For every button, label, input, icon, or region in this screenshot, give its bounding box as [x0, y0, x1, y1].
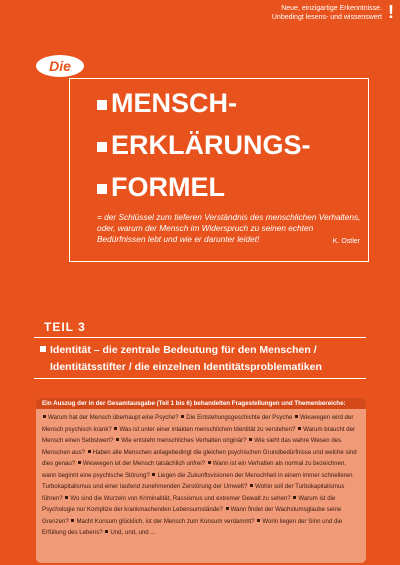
question-item: Weswegen ist der Mensch tatsächlich unfrei? [82, 460, 206, 467]
bullet-icon [293, 496, 296, 499]
question-item: Die Entstehungsgeschichte der Psyche [186, 414, 293, 421]
topic-line-2 [50, 360, 322, 374]
excerpt-heading: Ein Auszug der in der Gesamtausgabe (Teil 1 bis 6) behandelten Fragestellungen und Themenbereiche: [36, 398, 366, 409]
question-item: Wie sieht das wahre Wesen des Menschen aus? [42, 437, 342, 456]
question-item: Wie entsteht menschliches Verhalten originär? [121, 437, 247, 444]
bullet-icon [114, 427, 117, 430]
title-line-1 [97, 88, 237, 118]
bullet-icon [249, 438, 252, 441]
bullet-icon [257, 519, 260, 522]
exclamation-mark: ! [388, 2, 394, 22]
topic-text-2: Identitätsstifter / die einzelnen Identitätsproblematiken [50, 361, 322, 373]
bullet-icon [105, 530, 108, 533]
question-list [36, 409, 366, 542]
divider-bottom [34, 378, 366, 379]
bullet-icon [226, 507, 229, 510]
square-bullet-icon [97, 184, 107, 194]
die-badge: Die [36, 55, 84, 77]
bullet-icon [88, 450, 91, 453]
question-item: Warum hat der Mensch überhaupt eine Psyche? [48, 414, 179, 421]
bullet-icon [152, 473, 155, 476]
question-item: Wohin soll der Turbokapitalismus führen? [42, 483, 345, 502]
question-item: Und, und, und ... [110, 529, 156, 536]
title-text-3: FORMEL [111, 172, 225, 202]
bullet-icon [250, 484, 253, 487]
topic-line-1 [40, 343, 317, 357]
question-item: Warum braucht der Mensch einen Selbstwert? [42, 425, 356, 444]
bullet-icon [78, 461, 81, 464]
tagline-line-1: Neue, einzigartige Erkenntnisse. [281, 5, 382, 12]
title-text-1: MENSCH- [111, 88, 237, 118]
question-item: Wo sind die Wurzeln von Kriminalität, Rassismus und extremer Gewalt zu sehen? [70, 494, 291, 502]
question-item: Macht Konsum glücklich, ist der Mensch zum Konsum verdammt? [76, 517, 255, 525]
divider-top [34, 337, 366, 338]
topic-text-1: Identität – die zentrale Bedeutung für den Menschen / [50, 344, 317, 356]
question-item: Worin liegen der Sinn und die Erfüllung des Lebens? [42, 517, 343, 536]
square-bullet-icon [97, 100, 107, 110]
tagline [272, 4, 382, 22]
square-bullet-icon [40, 346, 46, 352]
question-item: Wann findet der Wachstumsglaube seine Grenzen? [42, 506, 342, 525]
excerpt-box [36, 398, 366, 563]
title-line-2 [97, 130, 311, 160]
question-item: Warum ist die Psychologie nur Komplize der krankmachenden Lebensumstände? [42, 494, 336, 513]
author: K. Ostler [332, 238, 360, 245]
question-item: Was ist unter einer intakten menschlichen Identität zu verstehen? [119, 425, 296, 433]
title-text-2: ERKLÄRUNGS- [111, 130, 311, 160]
bullet-icon [208, 461, 211, 464]
square-bullet-icon [97, 142, 107, 152]
question-item: Haben alle Menschen anlagebedingt die gleichen psychischen Grundbedürfnisse und welche sind dies genau? [42, 448, 357, 467]
question-item: Liegen die Zukunftsvisionen der Menschheit in einem immer schnelleren Turbokapitalismus und einer laufend zunehmenden Zerstörung der Umwelt? [42, 471, 353, 490]
question-item: Wann ist ein Verhalten als normal zu bezeichnen, wann beginnt eine psychische Störung? [42, 460, 347, 479]
bullet-icon [43, 415, 46, 418]
bullet-icon [65, 496, 68, 499]
title-line-3 [97, 172, 225, 202]
bullet-icon [116, 438, 119, 441]
bullet-icon [71, 519, 74, 522]
part-label: TEIL 3 [44, 320, 86, 334]
question-item: Weswegen wird der Mensch psychisch krank? [42, 414, 354, 433]
subtitle: = der Schlüssel zum tieferen Verständnis des menschlichen Verhaltens, oder, warum der Mensch im Widerspruch zu seinen echten Bedürfnissen lebt und wie er darunter leidet! [97, 212, 361, 244]
bullet-icon [295, 415, 298, 418]
tagline-line-2: Unbedingt lesens- und wissenswert [271, 14, 382, 21]
bullet-icon [298, 427, 301, 430]
bullet-icon [181, 415, 184, 418]
